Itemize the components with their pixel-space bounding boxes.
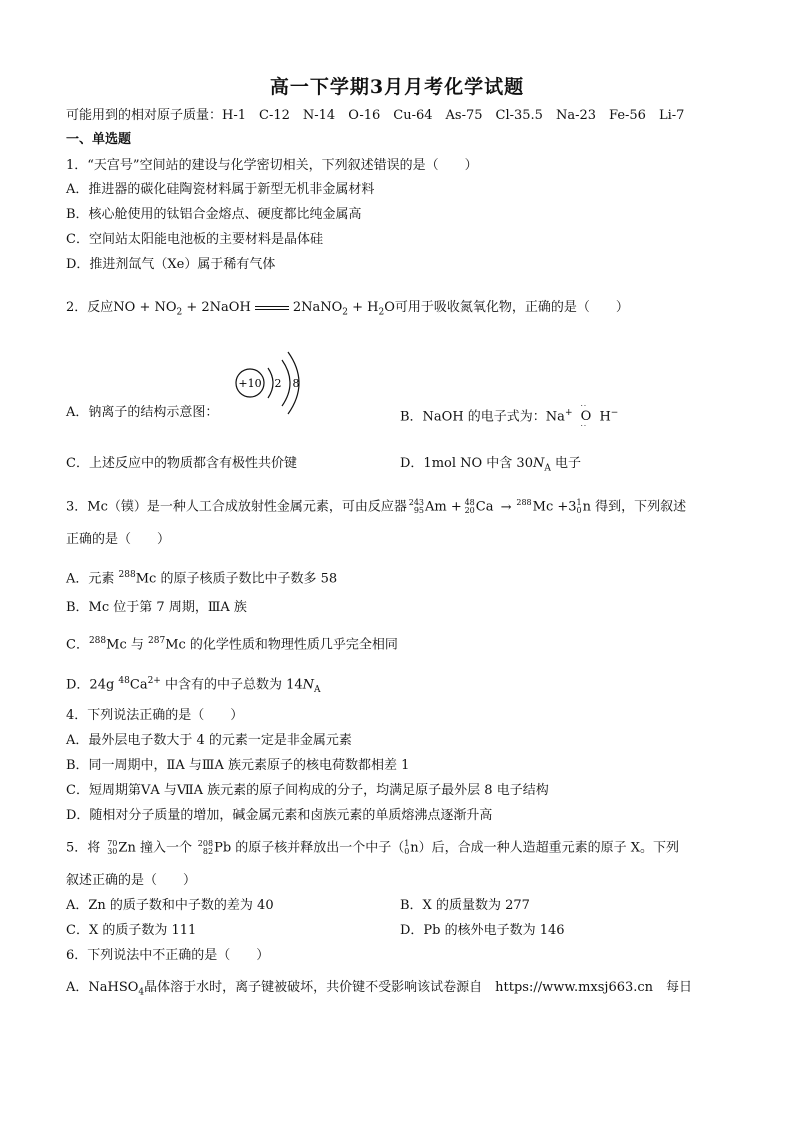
q3-c-el2: Mc (165, 637, 186, 653)
pb-symbol: Pb (214, 840, 232, 856)
mc-symbol: Mc (532, 499, 554, 515)
q2-eq-left2: + 2NaOH (182, 300, 251, 315)
section-heading: 一、单选题 (66, 132, 132, 147)
q3-stem: 3．Mc（镆）是一种人工合成放射性金属元素，可由反应器 243 95 Am + 48 20 Ca → 288 Mc +3 1 0 n 得到，下列叙述 (66, 499, 686, 516)
q5-suffix: ）后，合成一种人造超重元素的原子 X。下列 (418, 840, 680, 856)
pb-number: 82 (202, 847, 214, 856)
hydroxide-charge: − (610, 408, 619, 418)
q6-a-suffix: 晶体溶于水时，离子键被破坏，共价键不受影响该试卷源自 https://www.mxsj663.cn 每日 (144, 980, 693, 995)
am-mass: 243 (408, 498, 425, 507)
na-charge: + (564, 408, 573, 418)
q3-d-charge: 2+ (147, 676, 161, 686)
q3-c-el1: Mc (106, 637, 127, 653)
zn-mass: 70 (107, 839, 118, 848)
ca-number: 20 (464, 506, 475, 515)
q1-option-a: A．推进器的碳化硅陶瓷材料属于新型无机非金属材料 (66, 182, 375, 197)
q5-neutron-isotope (404, 840, 410, 856)
q3-d-suffix: 中含有的中子总数为 14 (160, 677, 303, 693)
q3-option-d (66, 673, 321, 698)
q3-d-mass: 48 (118, 676, 130, 686)
q5-neutron-number: 0 (404, 847, 410, 856)
avogadro-n: N (532, 456, 545, 471)
oxygen-electron-dots: ·· O ·· (580, 402, 592, 431)
atomic-masses-line: 可能用到的相对原子质量：H-1 C-12 N-14 O-16 Cu-64 As-75 Cl-35.5 Na-23 Fe-56 Li-7 (66, 108, 685, 123)
q5-pre: 5．将 (66, 840, 105, 856)
mc-isotope (516, 498, 533, 515)
pb-mass: 208 (197, 839, 214, 848)
q2-eq-left: NO + NO (113, 300, 177, 315)
q3-a-element: Mc (135, 571, 157, 587)
zn-isotope (104, 840, 118, 856)
q5-neutron-symbol: n (410, 840, 419, 856)
q2-option-a: A．钠离子的结构示意图： (66, 405, 219, 420)
q4-stem: 4．下列说法正确的是（ ） (66, 708, 244, 723)
q3-option-a (66, 567, 337, 587)
q2-option-d-suffix: 电子 (550, 456, 581, 471)
q2-suffix: 可用于吸收氮氧化物，正确的是（ ） (394, 300, 629, 315)
neutron-isotope (577, 499, 583, 515)
q5-option-d: D．Pb 的核外电子数为 146 (400, 923, 565, 938)
q2-prefix: 2．反应 (66, 300, 114, 315)
shell-arc-2 (282, 360, 290, 406)
q2-option-b (400, 402, 619, 431)
q2-option-b-text: B．NaOH 的电子式为：Na (400, 409, 565, 425)
q2-eq-right3: O (384, 300, 395, 315)
q5-stem (66, 840, 679, 857)
avogadro-sub: A (544, 463, 551, 474)
q3-d-el: Ca (129, 677, 148, 693)
q3-stem-b: 得到，下列叙述 (595, 499, 687, 515)
q5-option-c: C．X 的质子数为 111 (66, 923, 197, 938)
q5-stem-line2: 叙述正确的是（ ） (66, 873, 197, 888)
q2-eq-right2: + H (347, 300, 379, 315)
nucleus-label: +10 (238, 377, 262, 390)
shell-1-count: 2 (274, 377, 282, 390)
q6-a-sub: 4 (138, 987, 145, 998)
neutron-number: 0 (576, 506, 582, 515)
q6-option-a (66, 980, 692, 1001)
ca-isotope (462, 499, 476, 515)
q3-d-avogadro-sub: A (314, 684, 321, 695)
ca-symbol: Ca (475, 499, 494, 515)
shell-arc-1 (268, 368, 273, 398)
am-isotope (408, 498, 425, 515)
q4-option-d: D．随相对分子质量的增加，碱金属元素和卤族元素的单质熔沸点逐渐升高 (66, 808, 493, 823)
q1-option-c: C．空间站太阳能电池板的主要材料是晶体硅 (66, 232, 323, 247)
q3-d-avogadro: N (302, 677, 315, 693)
q6-stem: 6．下列说法中不正确的是（ ） (66, 948, 270, 963)
q3-stem-a: 3．Mc（镆）是一种人工合成放射性金属元素，可由反应器 (66, 499, 407, 515)
oxygen-symbol: O (580, 409, 592, 425)
zn-symbol: Zn (118, 840, 136, 856)
equals-sign (255, 306, 289, 310)
q3-c-mass1: 288 (88, 636, 107, 646)
am-number: 95 (413, 506, 425, 515)
q3-c-suffix: 的化学性质和物理性质几乎完全相同 (185, 637, 398, 653)
q3-c-mid: 与 (126, 637, 148, 653)
neutron-symbol: n (582, 499, 591, 515)
q2-option-d (400, 456, 581, 477)
q5-mid: 撞入一个 (135, 840, 197, 856)
am-symbol: Am (425, 499, 447, 515)
q4-option-c: C．短周期第ⅤA 与ⅦA 族元素的原子间构成的分子，均满足原子最外层 8 电子结构 (66, 783, 549, 798)
q5-mid2: 的原子核并释放出一个中子（ (231, 840, 405, 856)
q5-option-a: A．Zn 的质子数和中子数的差为 40 (66, 898, 274, 913)
mc-mass: 288 (516, 498, 532, 507)
q3-option-c: C．$^{288}$Mc 与 $^{287}$Mc 的化学性质和物理性质几乎完全相同 (66, 636, 398, 653)
q3-a-pre: A．元素 (66, 571, 119, 587)
pb-isotope (196, 840, 214, 856)
q3-a-suffix: 的原子核质子数比中子数多 58 (156, 571, 338, 587)
q3-stem-line2: 正确的是（ ） (66, 532, 171, 547)
q3-d-pre: D．24g (66, 677, 119, 693)
q3-option-b: B．Mc 位于第 7 周期，ⅢA 族 (66, 600, 247, 615)
q3-c-mass2: 287 (148, 636, 166, 646)
hydrogen-symbol: H (599, 409, 611, 425)
q1-option-b: B．核心舱使用的钛铝合金熔点、硬度都比纯金属高 (66, 207, 362, 222)
reaction-arrow: → (500, 499, 512, 515)
neutron-mass: 1 (576, 498, 582, 507)
q5-neutron-mass: 1 (404, 839, 410, 848)
neutron-coef: 3 (568, 499, 577, 515)
q4-option-a: A．最外层电子数大于 4 的元素一定是非金属元素 (66, 733, 352, 748)
zn-number: 30 (107, 847, 118, 856)
q6-a-pre: A．NaHSO (66, 980, 139, 995)
q1-option-d: D．推进剂氙气（Xe）属于稀有气体 (66, 257, 276, 272)
ca-mass: 48 (464, 498, 475, 507)
q4-option-b: B．同一周期中，ⅡA 与ⅢA 族元素原子的核电荷数都相差 1 (66, 758, 410, 773)
shell-2-count: 8 (292, 377, 300, 390)
q2-eq-right: 2NaNO (292, 300, 343, 315)
q2-stem: 2．反应NO + $NO_2$ + 2NaOH 2NaNO$_2$ + $H_2O$可用于吸收氮氧化物，正确的是（ ） (66, 300, 629, 318)
sodium-ion-structure-diagram (232, 348, 312, 418)
q3-a-mass: 288 (118, 570, 136, 580)
q2-option-d-text: D．1mol NO 中含 30 (400, 456, 533, 471)
q1-stem: 1．“天宫号”空间站的建设与化学密切相关，下列叙述错误的是（ ） (66, 158, 478, 173)
q2-option-c: C．上述反应中的物质都含有极性共价键 (66, 456, 297, 471)
q5-option-b: B．X 的质量数为 277 (400, 898, 530, 913)
page-title: 高一下学期3月月考化学试题 (269, 76, 525, 98)
